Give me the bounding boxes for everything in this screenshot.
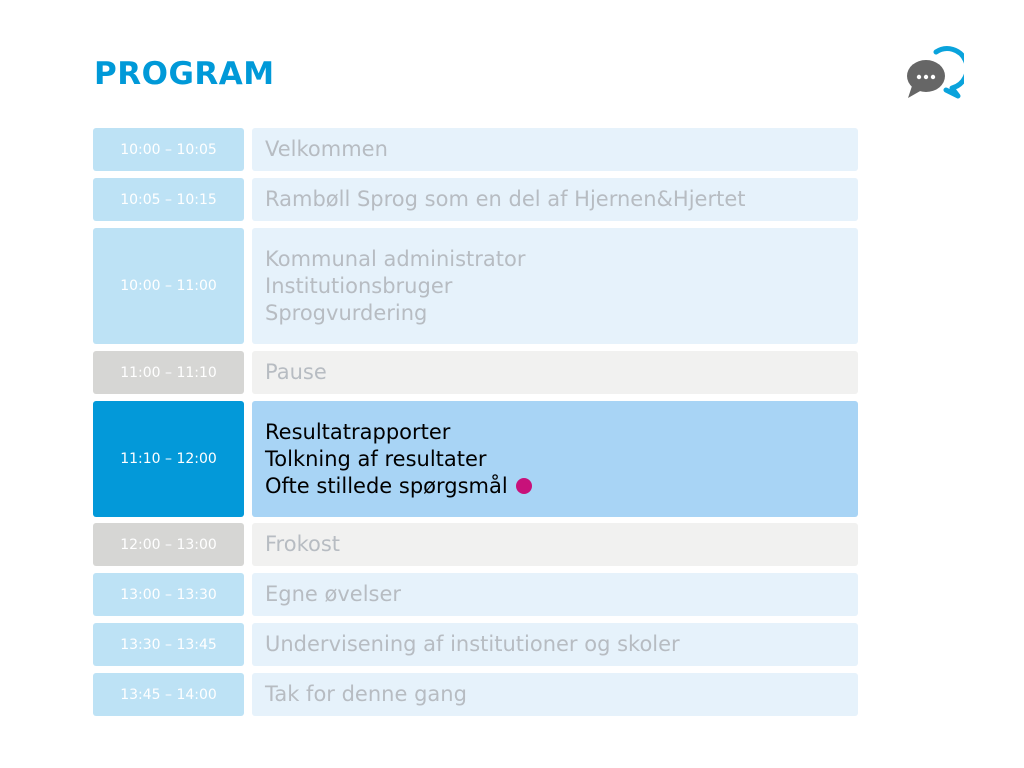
- time-slot: 12:00 – 13:00: [93, 523, 244, 566]
- agenda-line: Resultatrapporter: [265, 419, 451, 444]
- schedule-row: [93, 178, 858, 221]
- agenda-line: Egne øvelser: [265, 582, 402, 606]
- agenda-line: Sprogvurdering: [265, 300, 428, 325]
- agenda-item: [252, 523, 858, 566]
- agenda-line-with-marker: [265, 473, 858, 500]
- agenda-item: [252, 228, 858, 344]
- agenda-item: [252, 128, 858, 171]
- time-slot: 13:00 – 13:30: [93, 573, 244, 616]
- schedule-row: [93, 623, 858, 666]
- time-slot: 10:00 – 10:05: [93, 128, 244, 171]
- agenda-line: Institutionsbruger: [265, 273, 453, 298]
- agenda-line: Rambøll Sprog som en del af Hjernen&Hjertet: [265, 187, 746, 211]
- agenda-item: [252, 401, 858, 517]
- time-slot: 11:10 – 12:00: [93, 401, 244, 517]
- schedule-row: [93, 523, 858, 566]
- time-slot: 13:45 – 14:00: [93, 673, 244, 716]
- agenda-item: [252, 623, 858, 666]
- agenda-line: Kommunal administrator: [265, 246, 526, 271]
- agenda-line: Ofte stillede spørgsmål: [265, 473, 508, 498]
- schedule-row: [93, 673, 858, 716]
- schedule-row: [93, 128, 858, 171]
- agenda-line: Frokost: [265, 532, 341, 556]
- agenda-item: [252, 673, 858, 716]
- time-slot: 10:05 – 10:15: [93, 178, 244, 221]
- time-slot: 13:30 – 13:45: [93, 623, 244, 666]
- schedule-row: [93, 228, 858, 344]
- agenda-line: Tak for denne gang: [265, 682, 467, 706]
- agenda-item: [252, 351, 858, 394]
- agenda-line: Undervisening af institutioner og skoler: [265, 632, 680, 656]
- schedule-row-active: [93, 401, 858, 517]
- current-marker-icon: [516, 478, 532, 494]
- agenda-line: Pause: [265, 360, 327, 384]
- time-slot: 10:00 – 11:00: [93, 228, 244, 344]
- agenda-line: Tolkning af resultater: [265, 446, 487, 471]
- agenda-item: [252, 178, 858, 221]
- time-slot: 11:00 – 11:10: [93, 351, 244, 394]
- agenda-item: [252, 573, 858, 616]
- speech-bubbles-icon: [902, 46, 964, 100]
- schedule-row: [93, 351, 858, 394]
- schedule-row: [93, 573, 858, 616]
- agenda-line: Velkommen: [265, 137, 388, 161]
- page-title: PROGRAM: [94, 56, 275, 92]
